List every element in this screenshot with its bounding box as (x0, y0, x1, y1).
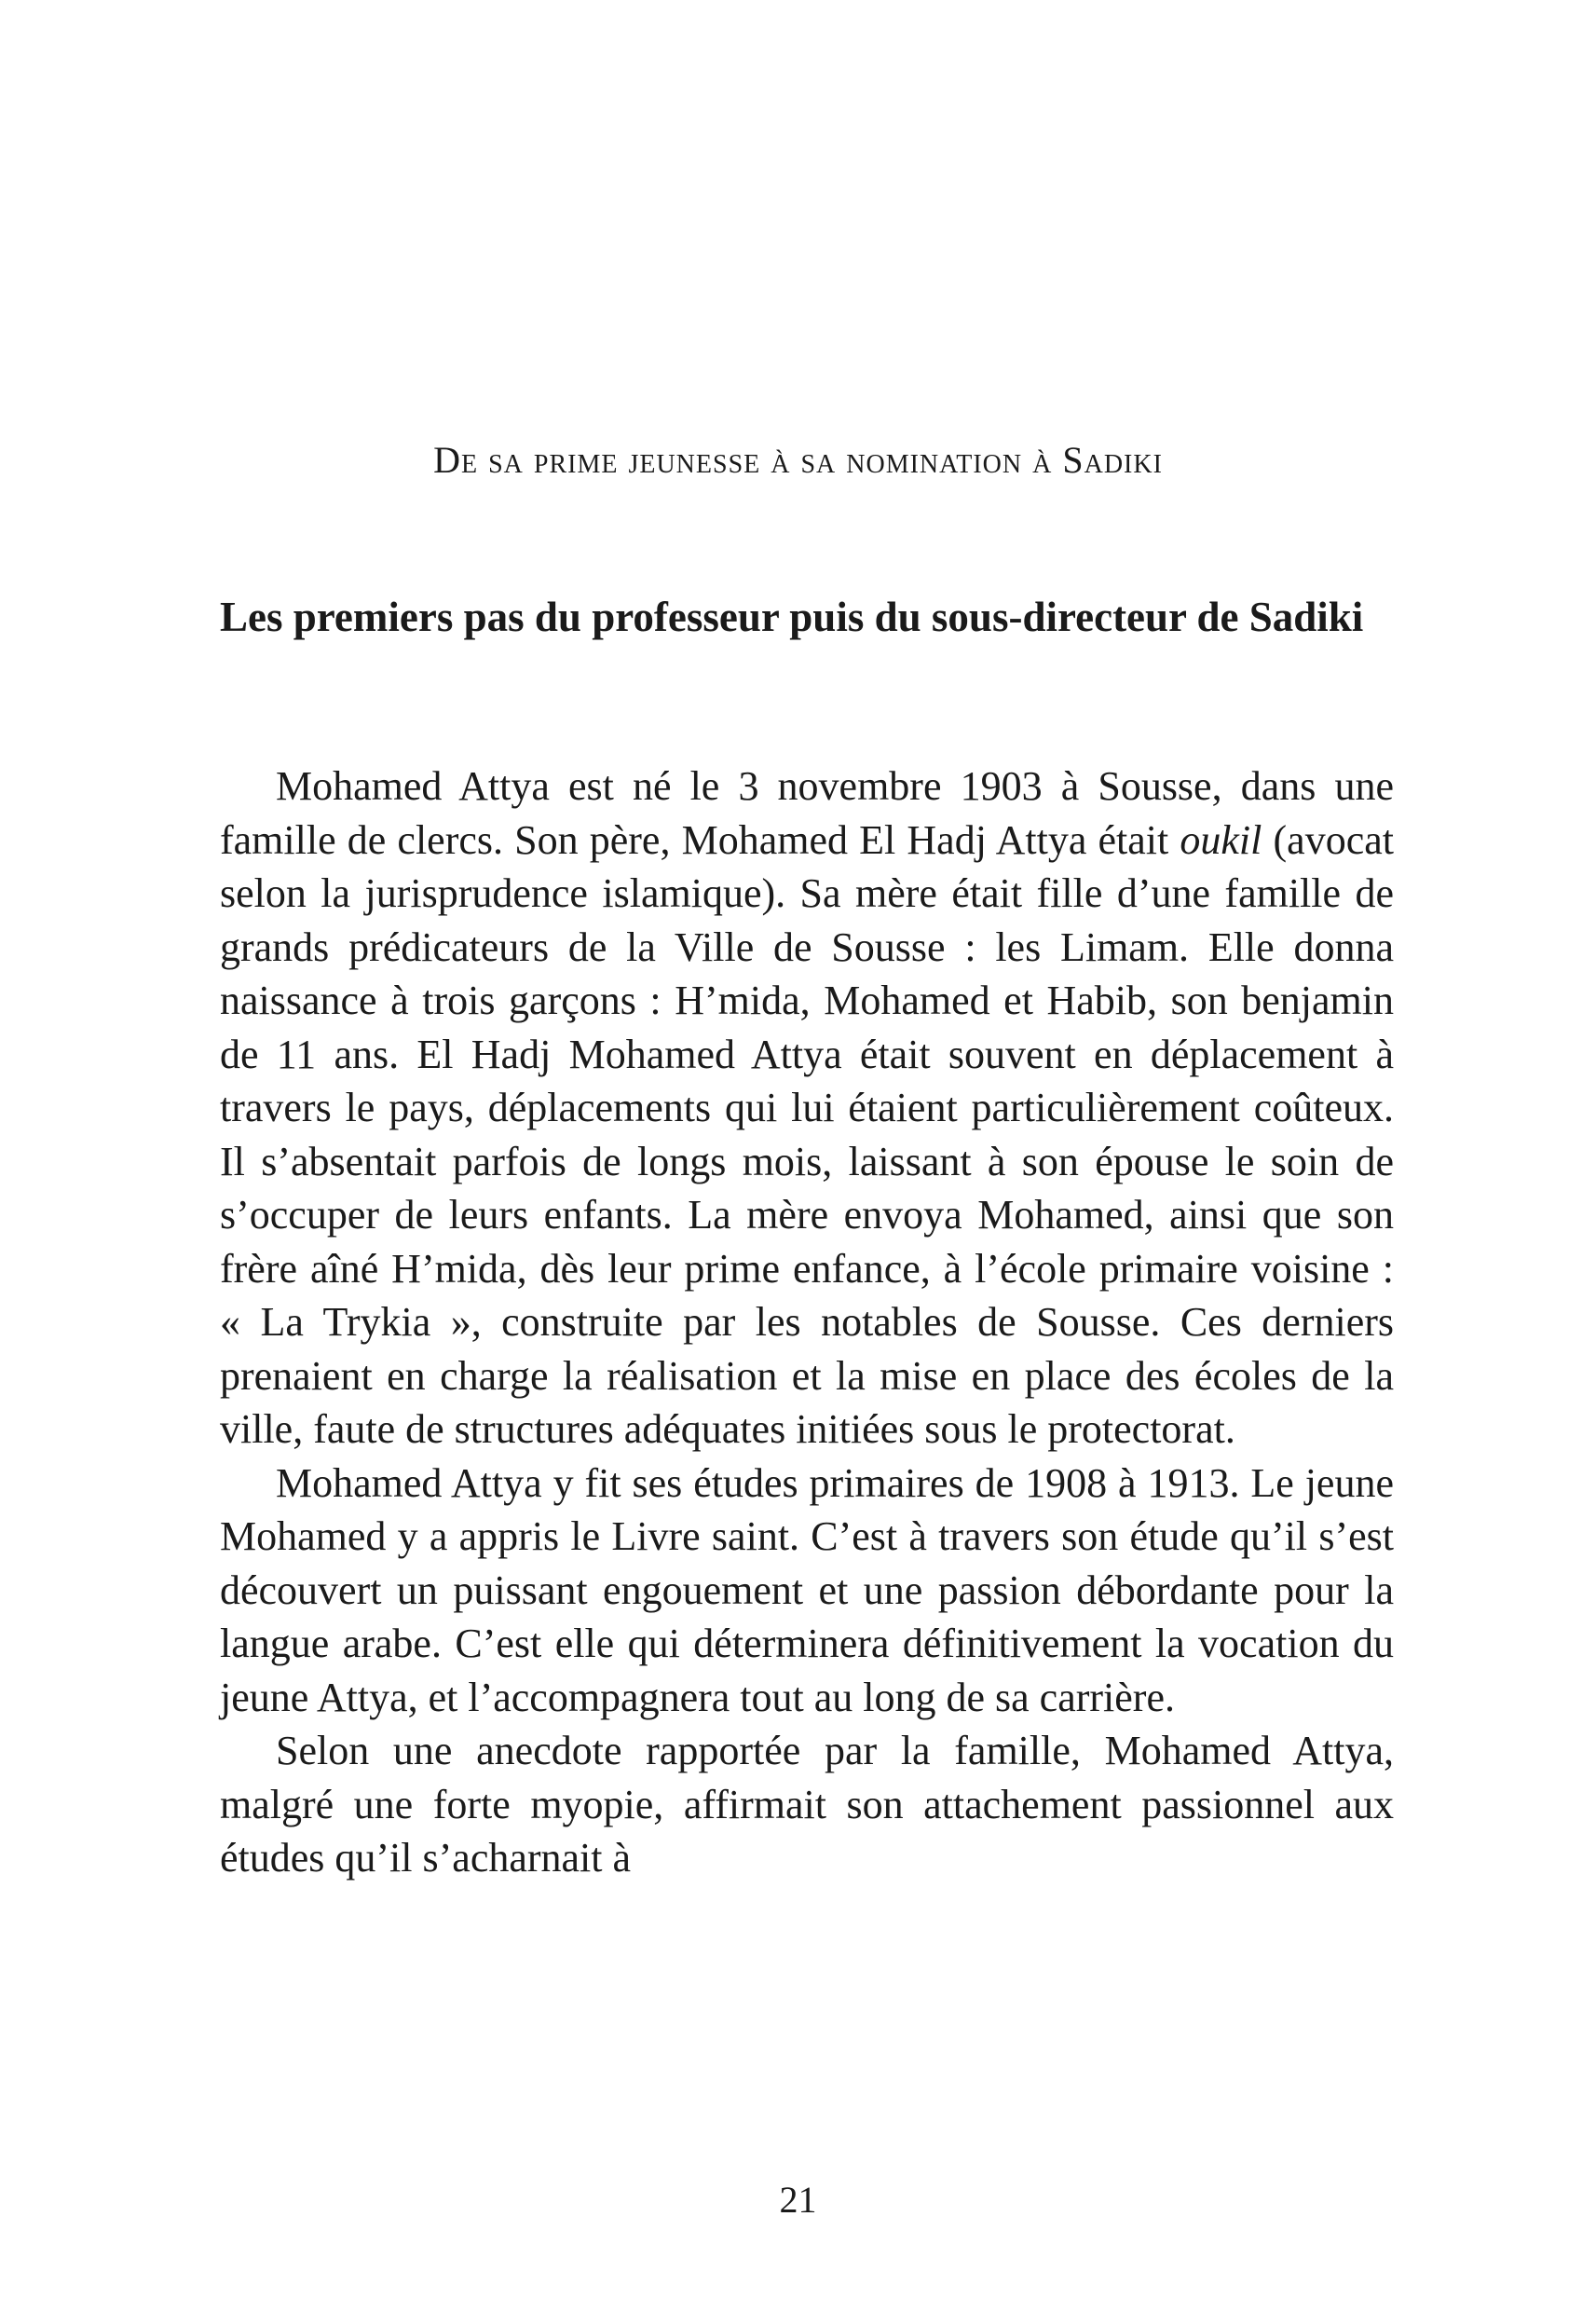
paragraph-1 (220, 759, 1394, 1457)
paragraph-2: Mohamed Attya y fit ses études primaires de 1908 à 1913. Le jeune Mohamed y a appris le Livre saint. C’est à travers son étude qu’il s’est découvert un puissant engouement et une passion débordante pour la langue arabe. C’est elle qui déterminera définitivement la vocation du jeune Attya, et l’accompagnera tout au long de sa carrière. (220, 1459, 1394, 1720)
chapter-running-header: De sa prime jeunesse à sa nomination à Sadiki (433, 439, 1163, 481)
body-text (220, 759, 1394, 1885)
paragraph-1-part-b: (avocat selon la jurisprudence islamique). Sa mère était fille d’une famille de grands prédicateurs de la Ville de Sousse : les Limam. Elle donna naissance à trois garçons : H’mida, Mohamed et Habib, son benjamin de 11 ans. El Hadj Mohamed Attya était souvent en déplacement à travers le pays, déplacements qui lui étaient particulièrement coûteux. Il s’absentait parfois de longs mois, laissant à son épouse le soin de s’occuper de leurs enfants. La mère envoya Mohamed, ainsi que son frère aîné H’mida, dès leur prime enfance, à l’école primaire voisine : « La Trykia », construite par les notables de Sousse. Ces derniers prenaient en charge la réalisation et la mise en place des écoles de la ville, faute de structures adéquates initiées sous le protectorat. (220, 816, 1394, 1452)
italic-term: oukil (1180, 816, 1262, 863)
paragraph-3: Selon une anecdote rapportée par la famille, Mohamed Attya, malgré une forte myopie, affirmait son attachement passionnel aux études qu’il s’acharnait à (220, 1728, 1394, 1881)
page-number: 21 (779, 2179, 817, 2221)
section-title: Les premiers pas du professeur puis du sous-directeur de Sadiki (220, 594, 1364, 640)
paragraph-1-part-a: Mohamed Attya est né le 3 novembre 1903 à Sousse, dans une famille de clercs. Son père, Mohamed El Hadj Attya était (220, 763, 1394, 863)
